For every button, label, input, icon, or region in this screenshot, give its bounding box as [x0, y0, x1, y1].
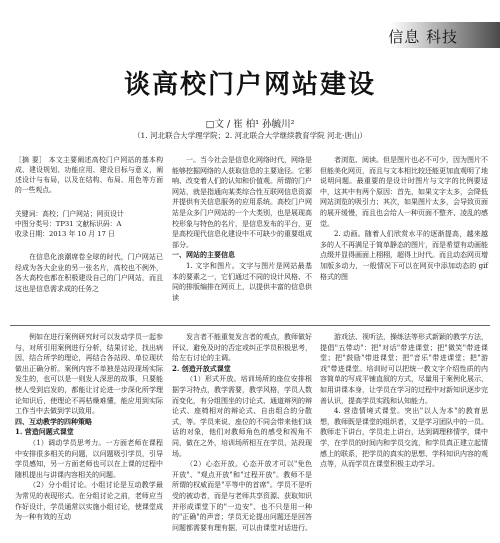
- paragraph: 发言者不能重复发言者的观点，教师做好评议、避免及时的否定或纠正学员积极思考，给左右讨论的主调。: [172, 333, 312, 363]
- abstract: [15, 155, 163, 195]
- section-label: 信息 科技: [388, 28, 458, 46]
- subsection-heading: 2. 创造开放式课堂: [172, 363, 231, 373]
- page-divider: [10, 325, 490, 326]
- abstract-text: ［摘 要］ 本文主要阐述高校门户网站的基本构成、建设规划、功能应用、建设目标与意义，阐述设计与布局，以及在结构、布局、用色等方面的一些观点。: [15, 156, 163, 194]
- section-heading: 四、互动教学的四种策略: [15, 416, 92, 426]
- author-affiliations: （1. 河北联合大学理学院；2. 河北联合大学继续教育学院 河北·唐山）: [133, 131, 367, 140]
- column-1-top: [15, 252, 163, 294]
- article-authors: □文 / 崔 柏¹ 孙毓川²: [205, 119, 295, 130]
- received-date: 收录日期：2013 年 10 月 17 日: [15, 229, 115, 238]
- column-3-bottom: [320, 332, 488, 470]
- paragraph: 在信息化浪潮席卷全球的时代，门户网站已经成为各大企业的另一张名片，高校也不例外，各大高校也都在积极建设自己的门户网站，而且这也是信息需求成的任务之: [15, 253, 163, 293]
- column-1-bottom: [15, 332, 163, 523]
- column-3-top: [320, 155, 488, 282]
- paragraph: （2）分小组讨论。小组讨论是互动教学最为常见的表现形式。在分组讨论之前，老师应当作好设计，学员通常以实施小组讨论，使课堂成为一种有效的互动: [15, 481, 163, 522]
- subsection-heading: 1. 营造问题式课堂: [15, 427, 74, 437]
- paragraph: 游戏法、视听法，操练法等形式新颖的教学方法，提倡"五带动"：把"对话"带进课堂；把"微笑"带进课堂；把"鼓励"带进课堂；把"音乐"带进课堂；把"游戏"带进课堂。培训时可以把统一教文字介绍性质的内容简单的写成平铺直叙的方式，尽量用于案例化展示，如用讲课本身，让学员在学习的过程中对新知识逐步完善认识，提高学员实践和认知能力。: [320, 333, 488, 405]
- paragraph: （1）调动学员思考力。一方面老师在课程中安排很多相关的问题，以问题吸引学员，引导学员感知，另一方面老师也可以在上课的过程中随机提出与讲课内容相关的问题。: [15, 438, 163, 479]
- keywords: 关键词：高校；门户网站；网页设计: [15, 210, 124, 218]
- paragraph: 例如在进行案例研究时可以发动学员一起参与，对所引用案例进行分析，结果讨论，找出病因，结合所学的理论，再结合各站段、单位现状做出正确分析。案例内容不单独是站段现场实际发生的，也可以是一则发人深思的故事，只要能使人受到启发的，都能让讨论进一步深化所学理论知识后，使理论不再枯燥难懂，能应用到实际工作当中去做到学以致用。: [15, 333, 163, 416]
- keywords-block: [15, 210, 163, 239]
- classification-number: 中图分类号：TP31 文献标识码：A: [15, 219, 122, 228]
- article-title: 谈高校门户网站建设: [123, 70, 376, 100]
- paragraph: 4. 营造情境式课堂。突出"以人为本"的教育思想，教师既是课堂的组织者，又是学习团队中的一员。教师走下讲台，学员走上讲台，达到调理移情学，课中学，在学员的时间内和学员交流，和学员真正建立起情感上的联系，把学员的真实的思想、学科知识内容的观点等，从而学员在课堂积极主动学习。: [320, 407, 488, 469]
- paragraph: 1. 文字和图片。文字与图片是网站最基本的要素之一，它们通过不同的设计风格、不同的排版编排在网页上，以提供丰富的信息供读: [172, 261, 312, 302]
- paragraph: （2）心态开放。心态开放才可以"免色开放"、"观点开放"和"过程开放"。教师不是所谓的权威而是"平等中的首席"。学员不是听受的被动者，而是与老师共享资源、获取知识并形成课堂下的"一边安"、也不只是用一种的"正确"的声音；学员无论提出问题还是回答问题都需要有理有据，可以由课堂对话进行。: [172, 460, 312, 532]
- paragraph: 一。当今社会是信息化网络时代，网络是能够挖掘网络的人获取信息的主要途径。它影响、改变着人们的认知和价值观。所谓的门户网站，就是指通向某类综合性互联网信息资源并提供有关信息服务的应用系统。高校门户网站是众多门户网站的一个大类别，也是展现高校形象与特色的名片，是信息发布的平台，更是高校现代信息化建设中不可缺少的重要组成部分。: [172, 156, 312, 249]
- column-2-bottom: [172, 332, 312, 533]
- paragraph: （1）形式开放。培训场所的座位安排根据学习特点，教学需要，教学风格，学员人数而变化，有分组围坐的讨论式、通道辩列的辩论式、座椅相对的辩论式、自由组合的分散式，等。学员来说，座位的不同会带来他们谈话的对象，他们对教师角色的感受和视角不同，做在之外，培训场所相互在学员、站段现场。: [172, 375, 312, 458]
- paragraph: 2. 动画。随着人们欣赏水平的逐渐提高，越来越多的人不再满足于简单静态的图片，而是希望有动画能点缀并显得画面上栩栩，超得上时代。而且动态网页增加版多动力，一般情况下可以在网页中添加动态的 gif 格式的图: [320, 230, 488, 281]
- column-2-top: [172, 155, 312, 303]
- paragraph: 者浏览、阅读。但是图片也必不可少，因为图片不但能美化网页，而且与文本相比较还能更加直观明了地说明问题。最重要的是设计时图片与文字的比例要适中，这其中有两个原因：首先，如果文字太多，会降低网站浏览的吸引力；其次，如果图片太多，会导致页面的展开缓慢，而且也会给人一种页面不整齐、凌乱的感觉。: [320, 156, 488, 228]
- section-heading: 一、网站的主要信息: [172, 250, 235, 260]
